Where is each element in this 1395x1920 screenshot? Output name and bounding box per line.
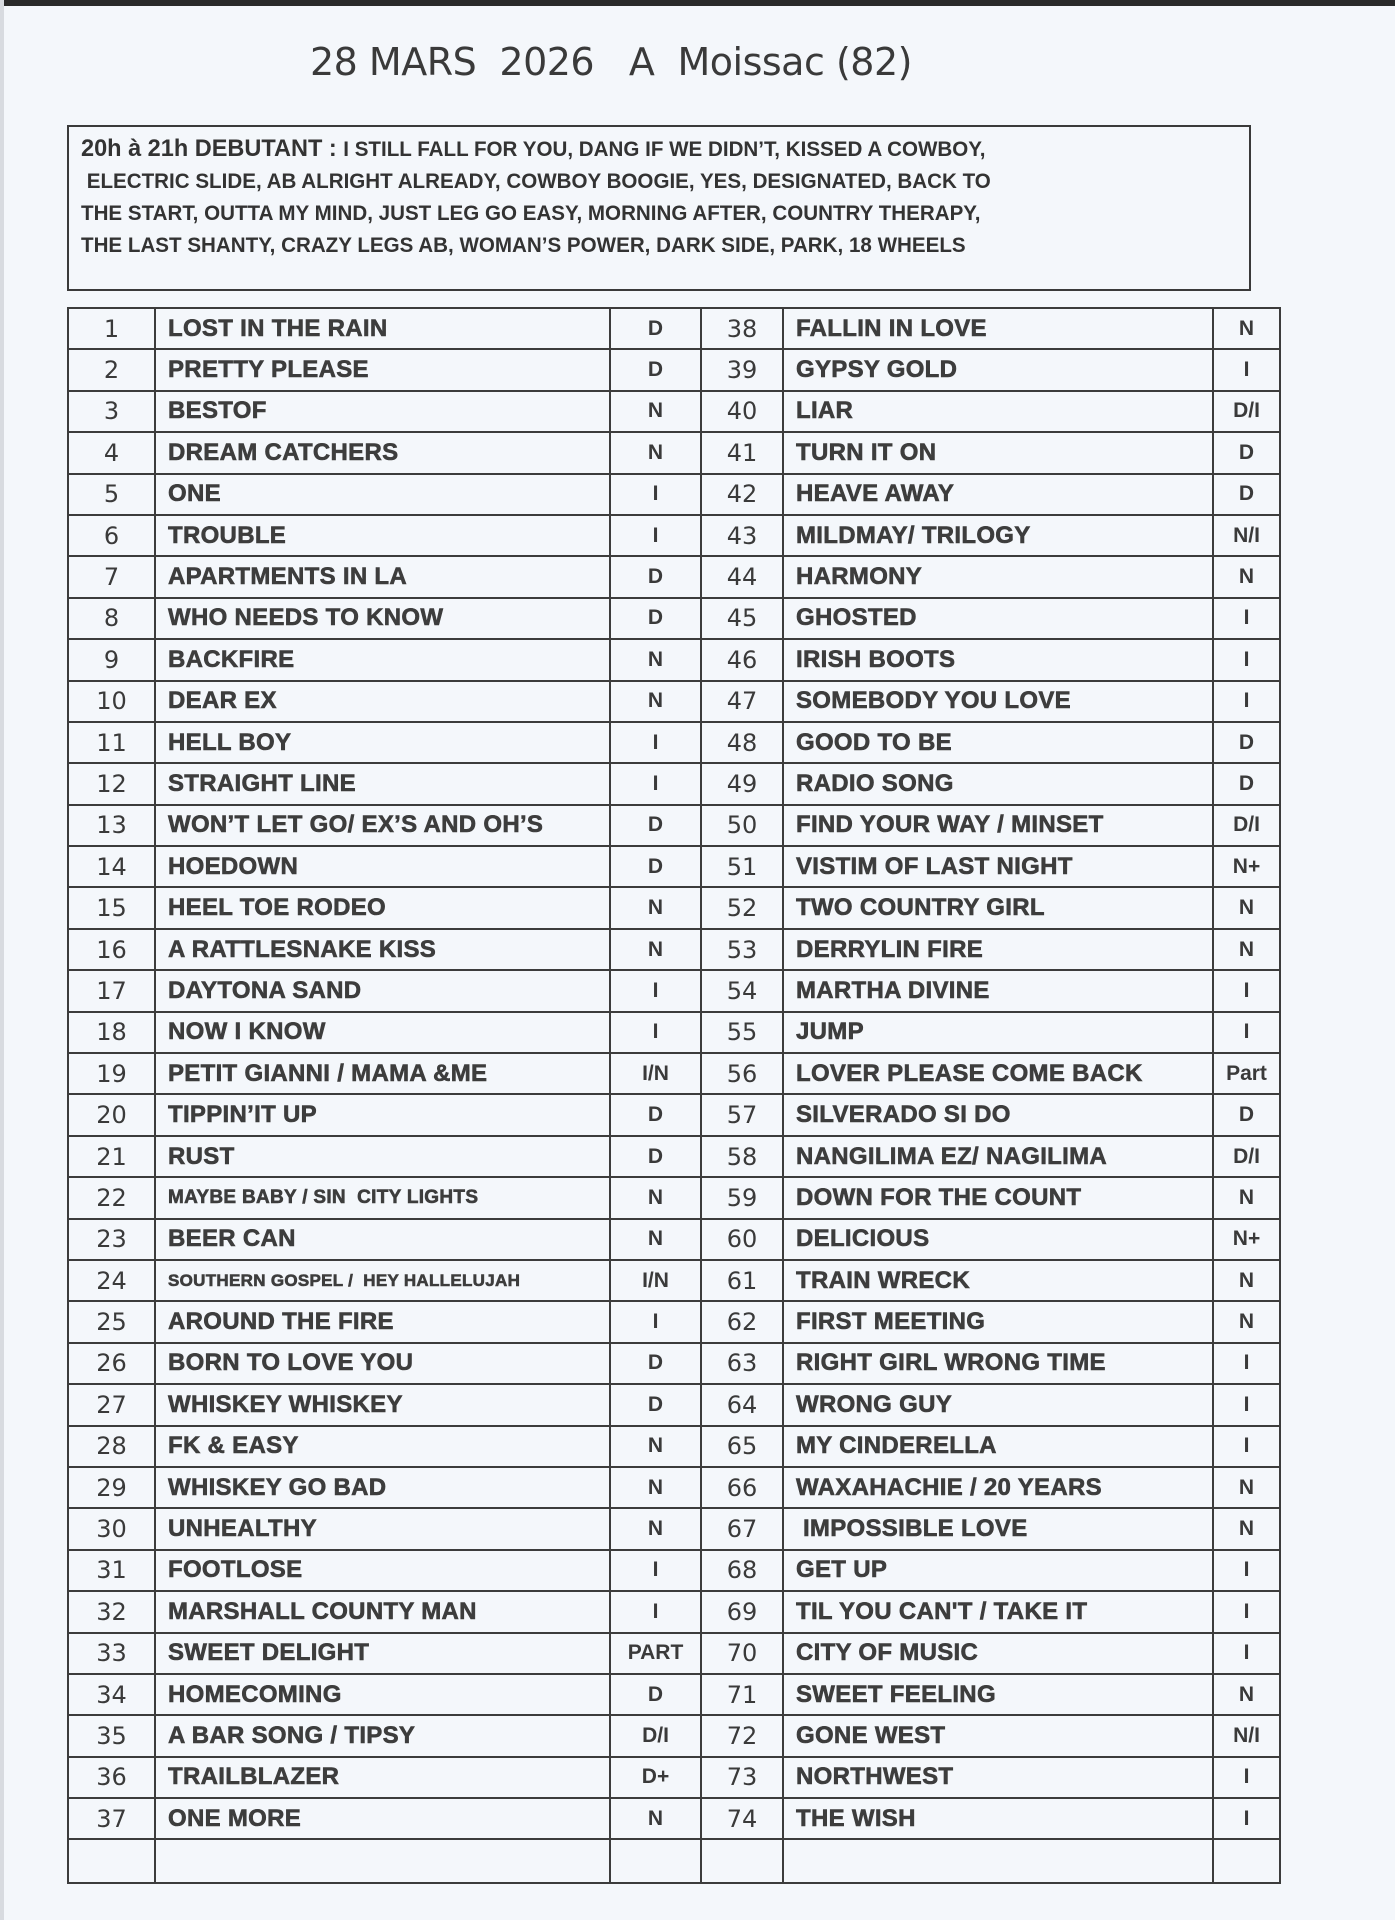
song-number: 74 [701,1798,783,1839]
song-title: THE WISH [783,1798,1213,1839]
song-number: 13 [68,805,155,846]
song-title: CITY OF MUSIC [783,1633,1213,1674]
song-level: I [610,474,701,515]
table-row [68,722,1280,763]
song-number: 65 [701,1426,783,1467]
song-number: 49 [701,763,783,804]
song-number: 31 [68,1550,155,1591]
song-title: GHOSTED [783,598,1213,639]
table-row [68,1219,1280,1260]
table-row [68,391,1280,432]
page-title: 28 MARS 2026 A Moissac (82) [310,40,912,84]
table-row [68,1177,1280,1218]
song-number: 66 [701,1467,783,1508]
table-row [68,1260,1280,1301]
song-number: 57 [701,1094,783,1135]
song-title [783,1839,1213,1883]
song-number: 53 [701,929,783,970]
song-level: I [1213,1757,1280,1798]
song-number: 16 [68,929,155,970]
song-level: I [1213,1384,1280,1425]
song-number: 35 [68,1715,155,1756]
song-title: NANGILIMA EZ/ NAGILIMA [783,1136,1213,1177]
song-level: N [610,1177,701,1218]
song-number: 64 [701,1384,783,1425]
song-title: AROUND THE FIRE [155,1301,610,1342]
song-title: ONE [155,474,610,515]
song-number: 11 [68,722,155,763]
song-level: I/N [610,1260,701,1301]
song-number: 6 [68,515,155,556]
song-level: D [610,805,701,846]
song-title: FIND YOUR WAY / MINSET [783,805,1213,846]
song-title: SILVERADO SI DO [783,1094,1213,1135]
song-number [68,1839,155,1883]
song-title: WON’T LET GO/ EX’S AND OH’S [155,805,610,846]
scan-top-edge [0,0,1395,6]
song-title: LOST IN THE RAIN [155,308,610,349]
song-level: N [610,929,701,970]
song-level: N+ [1213,1219,1280,1260]
song-level: I [1213,1633,1280,1674]
song-level: D [1213,432,1280,473]
song-level [1213,1839,1280,1883]
table-row [68,1012,1280,1053]
song-title: MARTHA DIVINE [783,970,1213,1011]
song-level: D [610,1384,701,1425]
beginner-line-4: THE LAST SHANTY, CRAZY LEGS AB, WOMAN’S POWER, DARK SIDE, PARK, 18 WHEELS [81,234,966,257]
song-level: D [610,308,701,349]
table-row [68,1508,1280,1549]
song-number: 12 [68,763,155,804]
song-title: DOWN FOR THE COUNT [783,1177,1213,1218]
song-title: LOVER PLEASE COME BACK [783,1053,1213,1094]
song-title: RIGHT GIRL WRONG TIME [783,1343,1213,1384]
song-number: 24 [68,1260,155,1301]
song-title: NORTHWEST [783,1757,1213,1798]
song-title: TRAIN WRECK [783,1260,1213,1301]
table-row [68,1633,1280,1674]
song-title: JUMP [783,1012,1213,1053]
table-row [68,432,1280,473]
song-level: D [610,349,701,390]
song-number: 38 [701,308,783,349]
song-title: MARSHALL COUNTY MAN [155,1591,610,1632]
song-level: N [1213,1467,1280,1508]
song-number: 5 [68,474,155,515]
song-number: 23 [68,1219,155,1260]
song-level: I [1213,349,1280,390]
song-number: 22 [68,1177,155,1218]
song-level: D [1213,722,1280,763]
table-row [68,1591,1280,1632]
song-level: I [1213,1798,1280,1839]
song-title: VISTIM OF LAST NIGHT [783,846,1213,887]
song-number: 71 [701,1674,783,1715]
song-level: I [610,1301,701,1342]
song-title: HELL BOY [155,722,610,763]
table-row [68,556,1280,597]
song-title: MY CINDERELLA [783,1426,1213,1467]
song-number: 40 [701,391,783,432]
song-title: DEAR EX [155,681,610,722]
song-number: 44 [701,556,783,597]
song-title: HARMONY [783,556,1213,597]
song-number: 7 [68,556,155,597]
beginner-lead: 20h à 21h DEBUTANT : [81,135,344,162]
song-level: N [610,1798,701,1839]
song-level: N [1213,308,1280,349]
song-title: RUST [155,1136,610,1177]
song-level: D/I [1213,1136,1280,1177]
song-level: D [610,556,701,597]
song-number: 20 [68,1094,155,1135]
song-level: N [610,1508,701,1549]
song-number: 54 [701,970,783,1011]
table-row [68,1674,1280,1715]
song-title: FK & EASY [155,1426,610,1467]
song-title: TWO COUNTRY GIRL [783,887,1213,928]
song-title: WRONG GUY [783,1384,1213,1425]
table-row [68,1839,1280,1883]
table-row [68,1343,1280,1384]
song-level: N [1213,1177,1280,1218]
song-number: 52 [701,887,783,928]
song-level: I [1213,639,1280,680]
song-number: 68 [701,1550,783,1591]
table-row [68,1094,1280,1135]
song-number: 33 [68,1633,155,1674]
song-number: 51 [701,846,783,887]
song-title: SOUTHERN GOSPEL / HEY HALLELUJAH [155,1260,610,1301]
song-number: 67 [701,1508,783,1549]
song-level: N [1213,887,1280,928]
song-number: 4 [68,432,155,473]
table-row [68,763,1280,804]
song-title: MAYBE BABY / SIN CITY LIGHTS [155,1177,610,1218]
song-level: N [1213,1301,1280,1342]
song-number [701,1839,783,1883]
table-row [68,970,1280,1011]
scan-left-edge [0,0,4,1920]
song-level: D+ [610,1757,701,1798]
song-level [610,1839,701,1883]
song-level: N [610,1426,701,1467]
song-title: HEEL TOE RODEO [155,887,610,928]
song-number: 45 [701,598,783,639]
song-title: RADIO SONG [783,763,1213,804]
song-level: I [1213,1591,1280,1632]
song-level: I [1213,1550,1280,1591]
song-number: 70 [701,1633,783,1674]
song-number: 37 [68,1798,155,1839]
song-level: I [1213,970,1280,1011]
song-level: N [610,432,701,473]
song-level: I [610,1012,701,1053]
table-row [68,1550,1280,1591]
song-level: I [1213,1426,1280,1467]
table-row [68,929,1280,970]
song-title: BESTOF [155,391,610,432]
song-level: I [1213,1343,1280,1384]
song-number: 48 [701,722,783,763]
table-row [68,1426,1280,1467]
song-level: D [610,598,701,639]
song-title: FIRST MEETING [783,1301,1213,1342]
song-number: 36 [68,1757,155,1798]
song-level: I [610,1591,701,1632]
table-row [68,1053,1280,1094]
song-title: WHO NEEDS TO KNOW [155,598,610,639]
song-title: A RATTLESNAKE KISS [155,929,610,970]
song-title [155,1839,610,1883]
song-title: GOOD TO BE [783,722,1213,763]
song-title: GET UP [783,1550,1213,1591]
table-row [68,349,1280,390]
song-title: SWEET FEELING [783,1674,1213,1715]
playlist-body [68,308,1280,1883]
song-level: I [610,970,701,1011]
song-number: 27 [68,1384,155,1425]
song-level: I/N [610,1053,701,1094]
song-number: 21 [68,1136,155,1177]
song-number: 14 [68,846,155,887]
song-number: 73 [701,1757,783,1798]
table-row [68,639,1280,680]
song-level: I [1213,681,1280,722]
song-level: I [610,515,701,556]
song-title: DERRYLIN FIRE [783,929,1213,970]
song-level: N [610,681,701,722]
song-number: 29 [68,1467,155,1508]
song-number: 59 [701,1177,783,1218]
song-number: 30 [68,1508,155,1549]
song-number: 41 [701,432,783,473]
song-level: I [1213,598,1280,639]
song-number: 61 [701,1260,783,1301]
song-level: D [1213,763,1280,804]
table-row [68,598,1280,639]
song-title: PRETTY PLEASE [155,349,610,390]
song-title: ONE MORE [155,1798,610,1839]
song-level: N [610,887,701,928]
song-title: GONE WEST [783,1715,1213,1756]
song-title: WAXAHACHIE / 20 YEARS [783,1467,1213,1508]
song-number: 10 [68,681,155,722]
song-number: 28 [68,1426,155,1467]
song-title: APARTMENTS IN LA [155,556,610,597]
table-row [68,1715,1280,1756]
song-level: D/I [1213,391,1280,432]
song-level: D [610,1343,701,1384]
song-level: N [610,1467,701,1508]
table-row [68,1384,1280,1425]
song-level: D [610,846,701,887]
beginner-line-3: THE START, OUTTA MY MIND, JUST LEG GO EASY, MORNING AFTER, COUNTRY THERAPY, [81,202,981,225]
song-title: UNHEALTHY [155,1508,610,1549]
song-title: DELICIOUS [783,1219,1213,1260]
song-title: IRISH BOOTS [783,639,1213,680]
song-number: 32 [68,1591,155,1632]
song-number: 63 [701,1343,783,1384]
song-level: I [610,763,701,804]
song-title: STRAIGHT LINE [155,763,610,804]
song-title: NOW I KNOW [155,1012,610,1053]
song-title: FALLIN IN LOVE [783,308,1213,349]
song-title: WHISKEY WHISKEY [155,1384,610,1425]
song-title: TIPPIN’IT UP [155,1094,610,1135]
table-row [68,887,1280,928]
song-level: D [1213,474,1280,515]
song-level: I [610,1550,701,1591]
song-title: HOEDOWN [155,846,610,887]
song-level: N/I [1213,515,1280,556]
song-level: N [610,391,701,432]
song-number: 46 [701,639,783,680]
song-title: LIAR [783,391,1213,432]
song-level: N [1213,1674,1280,1715]
table-row [68,308,1280,349]
song-title: SOMEBODY YOU LOVE [783,681,1213,722]
song-title: DAYTONA SAND [155,970,610,1011]
song-level: D/I [610,1715,701,1756]
table-row [68,1136,1280,1177]
song-number: 17 [68,970,155,1011]
playlist-table [67,307,1281,1884]
song-number: 56 [701,1053,783,1094]
song-title: TURN IT ON [783,432,1213,473]
table-row [68,1301,1280,1342]
song-level: I [1213,1012,1280,1053]
song-number: 47 [701,681,783,722]
table-row [68,474,1280,515]
song-number: 43 [701,515,783,556]
song-number: 15 [68,887,155,928]
song-number: 42 [701,474,783,515]
song-level: N [1213,1508,1280,1549]
song-level: N [610,1219,701,1260]
song-level: PART [610,1633,701,1674]
song-title: BORN TO LOVE YOU [155,1343,610,1384]
song-number: 58 [701,1136,783,1177]
song-number: 60 [701,1219,783,1260]
song-number: 25 [68,1301,155,1342]
song-number: 39 [701,349,783,390]
song-title: IMPOSSIBLE LOVE [783,1508,1213,1549]
song-number: 26 [68,1343,155,1384]
song-level: D [610,1674,701,1715]
song-number: 9 [68,639,155,680]
song-number: 55 [701,1012,783,1053]
song-title: DREAM CATCHERS [155,432,610,473]
song-title: GYPSY GOLD [783,349,1213,390]
song-title: HEAVE AWAY [783,474,1213,515]
song-number: 8 [68,598,155,639]
beginner-session-box [67,125,1251,291]
song-number: 1 [68,308,155,349]
table-row [68,805,1280,846]
table-row [68,1467,1280,1508]
song-title: FOOTLOSE [155,1550,610,1591]
song-number: 34 [68,1674,155,1715]
song-level: Part [1213,1053,1280,1094]
song-level: I [610,722,701,763]
song-number: 19 [68,1053,155,1094]
song-level: D [610,1094,701,1135]
song-title: TRAILBLAZER [155,1757,610,1798]
table-row [68,1798,1280,1839]
beginner-line-2: ELECTRIC SLIDE, AB ALRIGHT ALREADY, COWBOY BOOGIE, YES, DESIGNATED, BACK TO [81,170,991,193]
song-number: 69 [701,1591,783,1632]
song-title: TIL YOU CAN'T / TAKE IT [783,1591,1213,1632]
table-row [68,515,1280,556]
song-title: WHISKEY GO BAD [155,1467,610,1508]
song-number: 3 [68,391,155,432]
song-number: 2 [68,349,155,390]
song-level: N [610,639,701,680]
song-level: N [1213,929,1280,970]
song-level: D [610,1136,701,1177]
beginner-line-1: 20h à 21h DEBUTANT : I STILL FALL FOR YOU, DANG IF WE DIDN’T, KISSED A COWBOY, [81,135,986,162]
song-title: TROUBLE [155,515,610,556]
song-title: BEER CAN [155,1219,610,1260]
song-title: HOMECOMING [155,1674,610,1715]
song-number: 72 [701,1715,783,1756]
song-title: A BAR SONG / TIPSY [155,1715,610,1756]
song-number: 18 [68,1012,155,1053]
song-number: 62 [701,1301,783,1342]
song-level: D [1213,1094,1280,1135]
song-level: N/I [1213,1715,1280,1756]
song-title: SWEET DELIGHT [155,1633,610,1674]
song-title: BACKFIRE [155,639,610,680]
song-level: N [1213,556,1280,597]
table-row [68,681,1280,722]
song-level: N [1213,1260,1280,1301]
song-title: PETIT GIANNI / MAMA &ME [155,1053,610,1094]
table-row [68,846,1280,887]
song-level: N+ [1213,846,1280,887]
table-row [68,1757,1280,1798]
song-title: MILDMAY/ TRILOGY [783,515,1213,556]
song-number: 50 [701,805,783,846]
song-level: D/I [1213,805,1280,846]
